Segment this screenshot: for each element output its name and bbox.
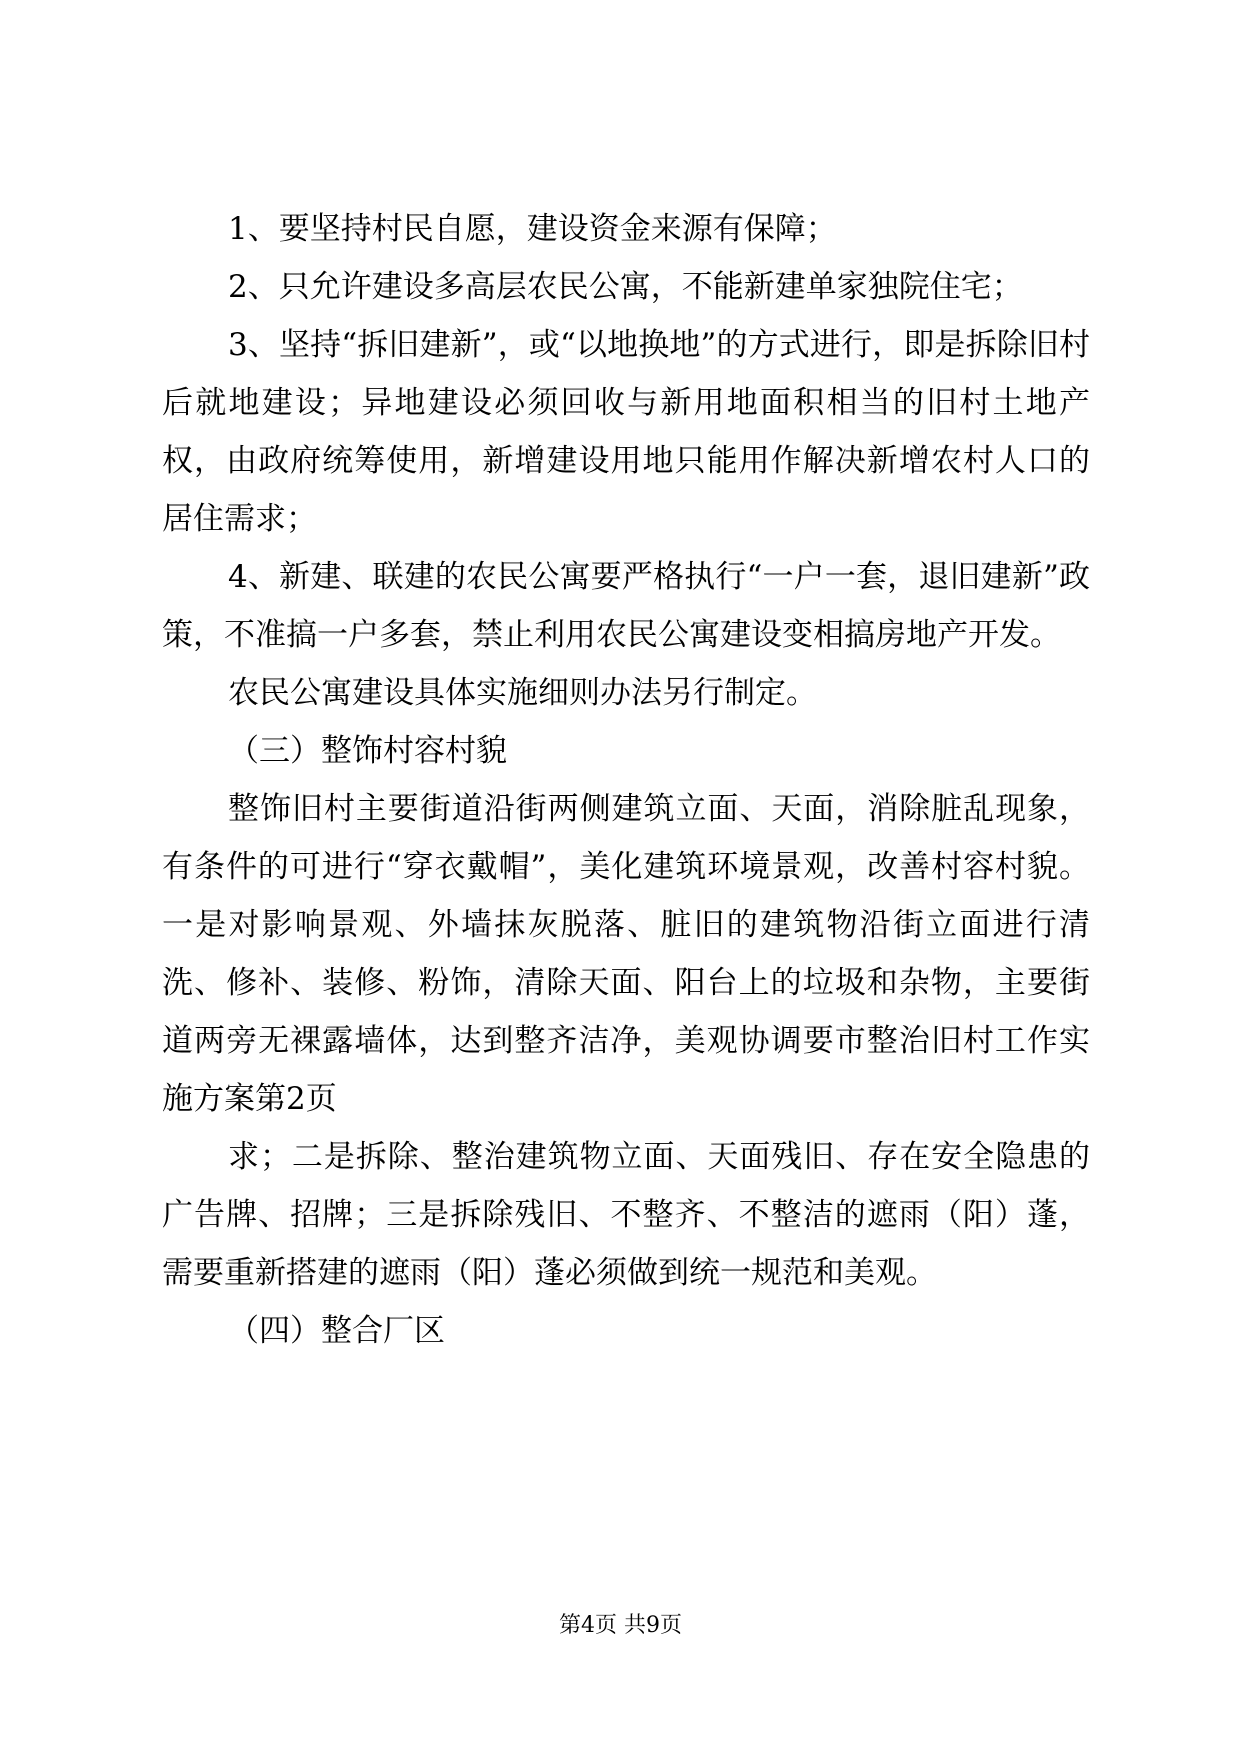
- paragraph-item-2: 2、只允许建设多高层农民公寓，不能新建单家独院住宅；: [228, 269, 1023, 305]
- paragraph-item-3: 3、坚持“拆旧建新”，或“以地换地”的方式进行，即是拆除旧村后就地建设；异地建设必须回收与新用地面积相当的旧村土地产权，由政府统筹使用，新增建设用地只能用作解决新增农村人口的居住需求；: [162, 327, 1090, 537]
- document-body: [162, 200, 1090, 1360]
- section-heading-4: （四）整合厂区: [228, 1313, 445, 1349]
- paragraph-item-4: 4、新建、联建的农民公寓要严格执行“一户一套，退旧建新”政策，不准搞一户多套，禁止利用农民公寓建设变相搞房地产开发。: [162, 559, 1090, 653]
- paragraph-item-1: 1、要坚持村民自愿，建设资金来源有保障；: [228, 211, 837, 247]
- section-heading-3: （三）整饰村容村貌: [228, 733, 507, 769]
- page-footer: [0, 1608, 1241, 1639]
- page-number-label: 第4页 共9页: [559, 1613, 682, 1638]
- paragraph-note: 农民公寓建设具体实施细则办法另行制定。: [228, 675, 817, 711]
- paragraph-section-3-body: 整饰旧村主要街道沿街两侧建筑立面、天面，消除脏乱现象，有条件的可进行“穿衣戴帽”，美化建筑环境景观，改善村容村貌。一是对影响景观、外墙抹灰脱落、脏旧的建筑物沿街立面进行清洗、修补、装修、粉饰，清除天面、阳台上的垃圾和杂物，主要街道两旁无裸露墙体，达到整齐洁净，美观协调要市整治旧村工作实施方案第2页: [162, 791, 1090, 1117]
- paragraph-section-3-continued: 求；二是拆除、整治建筑物立面、天面残旧、存在安全隐患的广告牌、招牌；三是拆除残旧、不整齐、不整洁的遮雨（阳）蓬，需要重新搭建的遮雨（阳）蓬必须做到统一规范和美观。: [162, 1139, 1090, 1291]
